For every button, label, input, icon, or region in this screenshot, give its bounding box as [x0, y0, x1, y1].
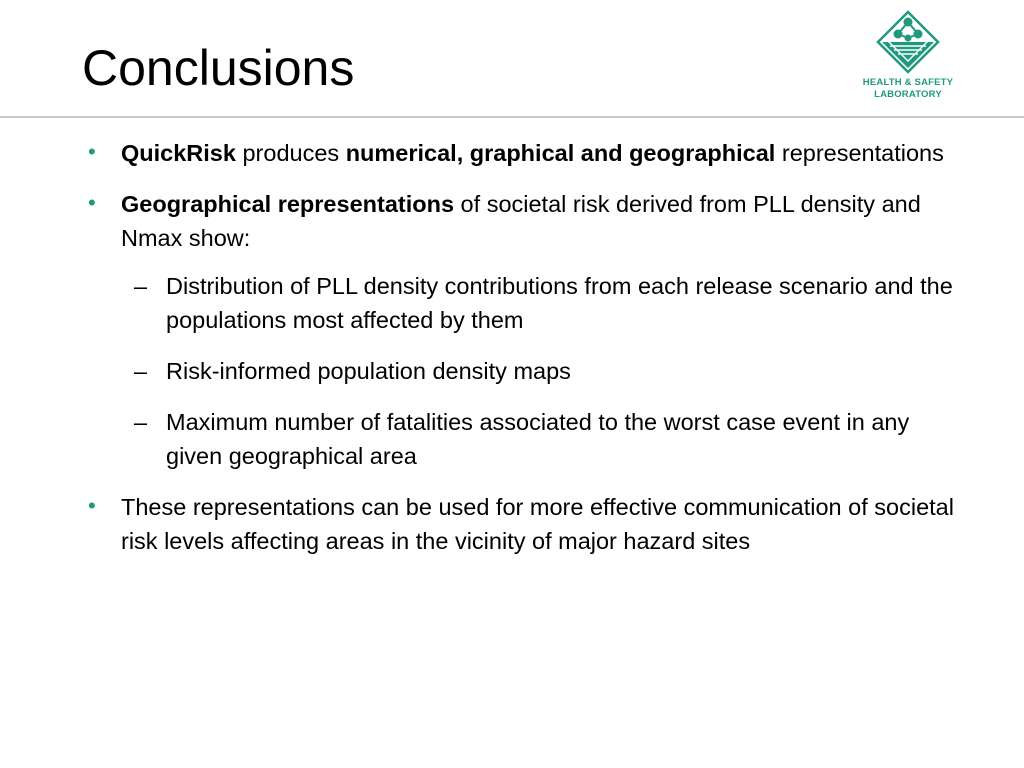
sub-bullet-item-3: [121, 405, 968, 473]
slide-body: [88, 136, 968, 575]
bullet-1-bold-2: numerical, graphical and geographical: [345, 140, 776, 166]
bullet-item-2: [88, 187, 968, 473]
hsl-logo: [858, 10, 958, 105]
bullet-1-text-2: representations: [775, 140, 944, 166]
sub-bullet-list: [121, 269, 968, 473]
logo-text-line2: LABORATORY: [874, 89, 942, 100]
bullet-icon: •: [88, 190, 96, 215]
sub-bullet-item-2: [121, 354, 968, 388]
bullet-2-text-1: of societal risk derived from PLL density and Nmax show:: [121, 191, 921, 251]
hsl-diamond-logo-icon: [876, 10, 940, 74]
logo-text-line1: HEALTH & SAFETY: [862, 77, 954, 88]
bullet-item-3: [88, 490, 968, 558]
bullet-2-bold-1: Geographical representations: [121, 191, 455, 217]
bullet-icon: •: [88, 493, 96, 518]
sub-bullet-1-text: Distribution of PLL density contributions from each release scenario and the populations most affected by them: [166, 273, 953, 333]
dash-icon: –: [134, 273, 148, 299]
slide-title: Conclusions: [82, 40, 355, 96]
bullet-3-text-1: These representations can be used for more effective communication of societal risk levels affecting areas in the vicinity of major hazard sites: [121, 494, 954, 554]
bullet-icon: •: [88, 139, 96, 164]
bullet-1-bold-1: QuickRisk: [121, 140, 236, 166]
sub-bullet-3-text: Maximum number of fatalities associated to the worst case event in any given geographical area: [166, 409, 910, 469]
dash-icon: –: [134, 409, 148, 435]
bullet-list: [88, 136, 968, 558]
bullet-1-text-1: produces: [235, 140, 346, 166]
title-divider: [0, 116, 1024, 118]
bullet-item-1: [88, 136, 968, 170]
dash-icon: –: [134, 358, 148, 384]
sub-bullet-2-text: Risk-informed population density maps: [166, 358, 571, 384]
sub-bullet-item-1: [121, 269, 968, 337]
